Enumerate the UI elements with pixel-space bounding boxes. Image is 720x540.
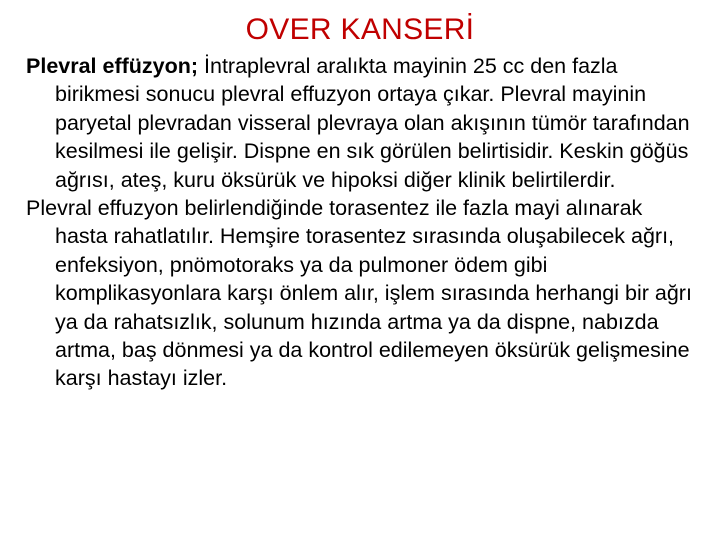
paragraph-lead-term: Plevral effüzyon; xyxy=(26,54,199,78)
slide-body xyxy=(26,52,696,393)
paragraph-thoracentesis xyxy=(26,194,696,393)
slide-title: OVER KANSERİ xyxy=(245,13,475,46)
paragraph-text: Plevral effuzyon belirlendiğinde torasentez ile fazla mayi alınarak hasta rahatlatılır. Hemşire torasentez sırasında oluşabilecek ağrı, enfeksiyon, pnömotoraks ya da pulmoner ödem gibi komplikasyonlara karşı önlem alır, işlem sırasında herhangi bir ağrı ya da rahatsızlık, solunum hızında artma ya da dispne, nabızda artma, baş dönmesi ya da kontrol edilemeyen öksürük gelişmesine karşı hastayı izler. xyxy=(26,196,692,391)
paragraph-text: İntraplevral aralıkta mayinin 25 cc den fazla birikmesi sonucu plevral effuzyon ortaya çıkar. Plevral mayinin paryetal plevradan visseral plevraya olan akışının tümör tarafından kesilmesi ile gelişir. Dispne en sık görülen belirtisidir. Keskin göğüs ağrısı, ateş, kuru öksürük ve hipoksi diğer klinik belirtilerdir. xyxy=(55,54,690,192)
paragraph-pleural-effusion xyxy=(26,52,696,194)
